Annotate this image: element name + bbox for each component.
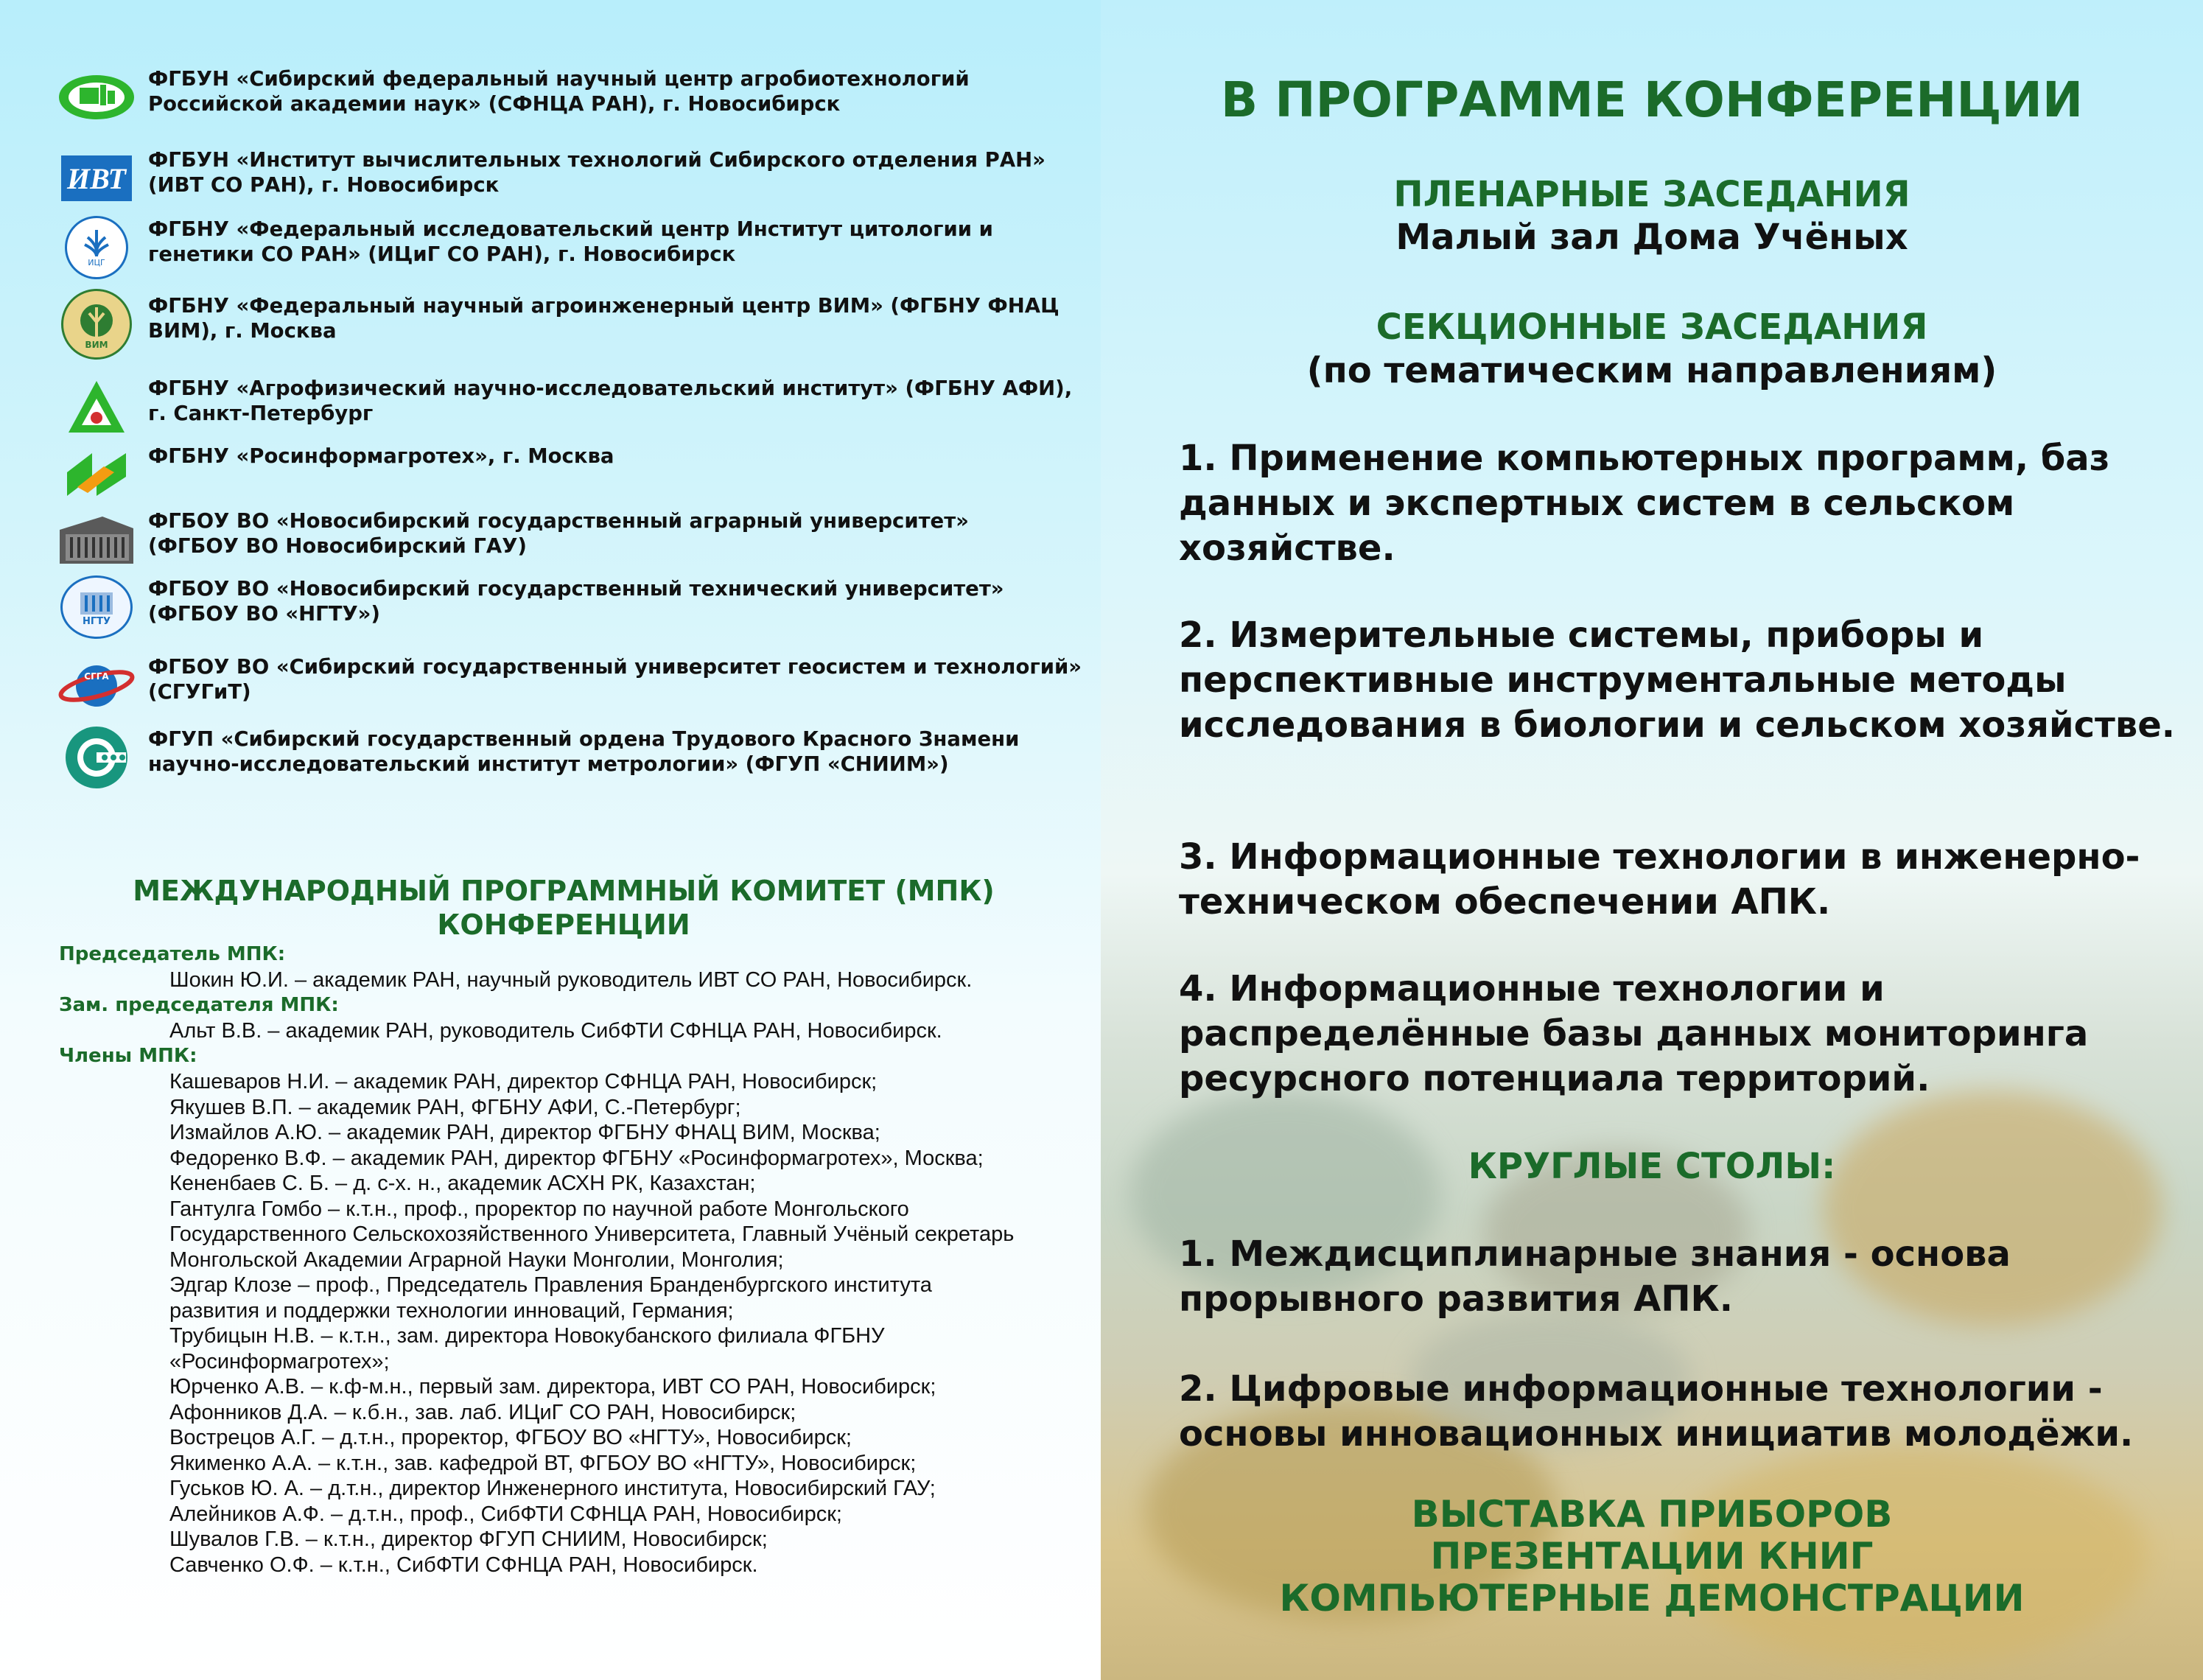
org-text: ФГБНУ «Агрофизический научно-исследовательский институт» (ФГБНУ АФИ), г. Санкт-Петербург — [148, 377, 1073, 425]
left-panel — [0, 0, 1101, 1680]
list-item: Якименко А.А. – к.т.н., зав. кафедрой ВТ, ФГБОУ ВО «НГТУ», Новосибирск; — [169, 1451, 917, 1475]
roundtable-title: КРУГЛЫЕ СТОЛЫ: — [1468, 1146, 1836, 1187]
list-item: Гуськов Ю. А. – д.т.н., директор Инженерного института, Новосибирский ГАУ; — [169, 1477, 936, 1500]
org-item-rosinformagrotech — [57, 442, 1089, 513]
org-text: ФГБОУ ВО «Новосибирский государственный технический университет» (ФГБОУ ВО «НГТУ») — [148, 577, 1004, 626]
list-item: Вострецов А.Г. – д.т.н., проректор, ФГБОУ ВО «НГТУ», Новосибирск; — [169, 1426, 852, 1449]
org-text: ФГБОУ ВО «Сибирский государственный университет геосистем и технологий» (СГУГиТ) — [148, 655, 1082, 704]
list-item: Якушев В.П. – академик РАН, ФГБНУ АФИ, С.-Петербург; — [169, 1095, 741, 1119]
icig-logo-label: ИЦГ — [88, 258, 105, 267]
sfnca-logo-icon — [57, 65, 136, 130]
org-item-ivt — [57, 146, 1089, 217]
sgugit-logo-icon — [57, 653, 136, 718]
roundtable-item-1: 1. Междисциплинарные знания - основа прорывного развития АПК. — [1179, 1233, 2011, 1320]
sgugit-logo-label: СГГА — [84, 671, 109, 682]
list-item: Эдгар Клозе – проф., Председатель Правления Бранденбургского института — [169, 1273, 932, 1297]
org-text: ФГБНУ «Федеральный исследовательский центр Институт цитологии и генетики СО РАН» (ИЦиГ СО РАН), г. Новосибирск — [148, 217, 993, 266]
list-item: Афонников Д.А. – к.б.н., зав. лаб. ИЦиГ СО РАН, Новосибирск; — [169, 1400, 796, 1424]
org-item-icig — [57, 215, 1089, 286]
list-item: Савченко О.Ф. – к.т.н., СибФТИ СФНЦА РАН, Новосибирск. — [169, 1553, 758, 1577]
list-item: Монгольской Академии Аграрной Науки Монголии, Монголия; — [169, 1247, 784, 1272]
section-item-1: 1. Применение компьютерных программ, баз данных и экспертных систем в сельском хозяйстве. — [1179, 438, 2110, 569]
org-text: ФГУП «Сибирский государственный ордена Трудового Красного Знамени научно-исследовательский институт метрологии» (ФГУП «СНИИМ») — [148, 727, 1020, 776]
nsau-building-icon — [57, 507, 136, 572]
members-label: Члены МПК: — [59, 1045, 197, 1067]
vim-logo-label: ВИМ — [85, 340, 108, 350]
list-item: Государственного Сельскохозяйственного Университета, Главный Учёный секретарь — [169, 1222, 1015, 1246]
org-item-sfnca — [57, 65, 1089, 136]
plenary-place: Малый зал Дома Учёных — [1395, 217, 1908, 258]
list-item: Гантулга Гомбо – к.т.н., проф., проректор по научной работе Монгольского — [169, 1197, 909, 1221]
icig-logo-icon — [57, 215, 136, 280]
list-item: Кененбаев С. Б. – д. с-х. н., академик АСХН РК, Казахстан; — [169, 1172, 756, 1195]
list-item: Трубицын Н.В. – к.т.н., зам. директора Новокубанского филиала ФГБНУ — [169, 1324, 885, 1348]
vim-logo-icon — [57, 292, 136, 357]
org-text: ФГБОУ ВО «Новосибирский государственный аграрный университет» (ФГБОУ ВО Новосибирский ГАУ) — [148, 509, 969, 558]
exhibition-block: ВЫСТАВКА ПРИБОРОВ ПРЕЗЕНТАЦИИ КНИГ КОМПЬЮТЕРНЫЕ ДЕМОНСТРАЦИИ — [1279, 1493, 2025, 1620]
list-item: Кашеваров Н.И. – академик РАН, директор СФНЦА РАН, Новосибирск; — [169, 1070, 878, 1093]
committee-title: МЕЖДУНАРОДНЫЙ ПРОГРАММНЫЙ КОМИТЕТ (МПК) КОНФЕРЕНЦИИ — [133, 875, 995, 941]
rosinformagrotech-logo-icon — [57, 442, 136, 507]
org-item-afi — [57, 374, 1089, 445]
org-text: ФГБНУ «Росинформагротех», г. Москва — [148, 444, 614, 468]
list-item: развития и поддержки технологии инноваций, Германия; — [169, 1298, 734, 1323]
deputy-member: Альт В.В. – академик РАН, руководитель СибФТИ СФНЦА РАН, Новосибирск. — [169, 1019, 942, 1043]
chair-member: Шокин Ю.И. – академик РАН, научный руководитель ИВТ СО РАН, Новосибирск. — [169, 968, 973, 992]
org-item-sniim — [57, 725, 1089, 796]
section-item-4: 4. Информационные технологии и распределённые базы данных мониторинга ресурсного потенциала территорий. — [1179, 968, 2089, 1099]
list-item: Федоренко В.Ф. – академик РАН, директор ФГБНУ «Росинформагротех», Москва; — [169, 1146, 984, 1170]
ivt-logo-icon — [57, 146, 136, 211]
list-item: Шувалов Г.В. – к.т.н., директор ФГУП СНИИМ, Новосибирск; — [169, 1527, 768, 1551]
org-item-sgugit — [57, 653, 1089, 724]
plenary-title: ПЛЕНАРНЫЕ ЗАСЕДАНИЯ — [1393, 174, 1910, 215]
section-title: СЕКЦИОННЫЕ ЗАСЕДАНИЯ — [1376, 307, 1928, 348]
afi-logo-icon — [57, 374, 136, 439]
org-item-vim — [57, 292, 1089, 363]
ngtu-logo-label: НГТУ — [82, 616, 111, 627]
org-item-ngtu — [57, 575, 1089, 645]
list-item: Юрченко А.В. – к.ф-м.н., первый зам. директора, ИВТ СО РАН, Новосибирск; — [169, 1375, 936, 1399]
members-list — [169, 1069, 1099, 1578]
list-item: «Росинформагротех»; — [169, 1349, 390, 1373]
program-title: В ПРОГРАММЕ КОНФЕРЕНЦИИ — [1220, 71, 2084, 128]
sniim-logo-icon — [57, 725, 136, 790]
section-item-3: 3. Информационные технологии в инженерно-техническом обеспечении АПК. — [1179, 836, 2140, 923]
org-text: ФГБУН «Институт вычислительных технологий Сибирского отделения РАН» (ИВТ СО РАН), г. Новосибирск — [148, 148, 1046, 197]
org-item-nsau — [57, 507, 1089, 578]
section-item-2: 2. Измерительные системы, приборы и перспективные инструментальные методы исследования в биологии и сельском хозяйстве. — [1179, 615, 2176, 746]
ngtu-logo-icon — [57, 575, 136, 640]
org-text: ФГБУН «Сибирский федеральный научный центр агробиотехнологий Российской академии наук» (СФНЦА РАН), г. Новосибирск — [148, 67, 970, 116]
list-item: Измайлов А.Ю. – академик РАН, директор ФГБНУ ФНАЦ ВИМ, Москва; — [169, 1121, 880, 1144]
ivt-logo-label: ИВТ — [61, 155, 132, 201]
section-note: (по тематическим направлениям) — [1306, 350, 1997, 391]
roundtable-item-2: 2. Цифровые информационные технологии - основы инновационных инициатив молодёжи. — [1179, 1368, 2134, 1455]
deputy-label: Зам. председателя МПК: — [59, 994, 339, 1016]
list-item: Алейников А.Ф. – д.т.н., проф., СибФТИ СФНЦА РАН, Новосибирск; — [169, 1502, 842, 1526]
org-text: ФГБНУ «Федеральный научный агроинженерный центр ВИМ» (ФГБНУ ФНАЦ ВИМ), г. Москва — [148, 294, 1060, 343]
chair-label: Председатель МПК: — [59, 943, 286, 965]
